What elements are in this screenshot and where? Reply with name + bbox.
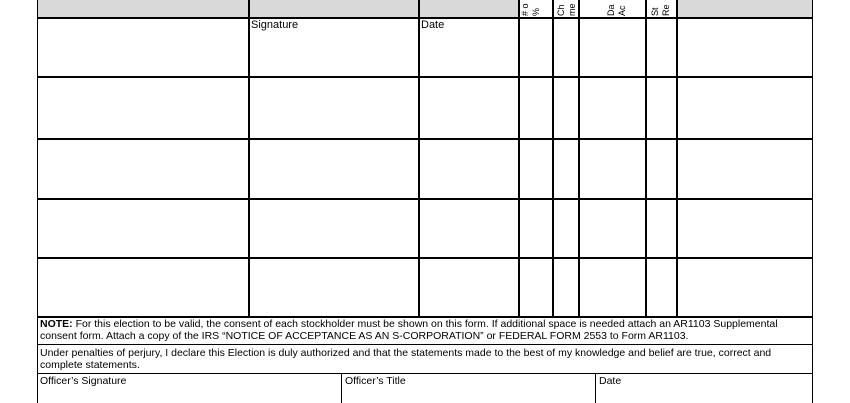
col-header-date-acquired-line2: Ac [617,5,627,16]
note-divider [37,344,813,345]
stockholder-name-field[interactable] [38,19,248,76]
col-label-signature: Signature [251,19,299,31]
state-residence-field[interactable] [647,19,676,76]
col-header-state-line1: St [650,7,660,16]
note-body: For this election to be valid, the consent of each stockholder must be shown on this form. If additional space is needed attach an AR1103 Supplemental consent form. Attach a copy of the IRS “NOTICE OF ACCEPTANCE AS AN S-CORPORATION” or FEDERAL FORM 2553 to Form AR1103. [40,318,778,342]
signature-field[interactable] [250,259,418,316]
stockholder-name-field[interactable] [38,140,248,198]
perjury-statement: Under penalties of perjury, I declare this Election is duly authorized and that the statements made to the best of my knowledge and belief are true, correct and complete statements. [40,347,772,371]
col-label-date: Date [421,19,445,31]
consent-form [37,0,813,403]
header-cell [38,0,248,18]
stockholder-name-field[interactable] [38,259,248,316]
stockholder-name-field[interactable] [38,78,248,138]
note-label: NOTE: [40,318,73,330]
officer-date-label: Date [599,375,622,387]
col-header-change-line1: Ch [556,4,566,16]
date-field[interactable] [420,31,518,76]
header-cell [420,0,518,18]
table-right-border [812,0,813,403]
officer-signature-label: Officer’s Signature [40,375,127,387]
header-cell [250,0,418,18]
date-field[interactable] [420,140,518,198]
col-header-date-acquired-line1: Da [606,4,616,16]
extra-field[interactable] [678,19,812,76]
change-field[interactable] [554,19,578,76]
perjury-divider [37,373,813,374]
col-header-state-line2: Re [661,4,671,16]
signature-field[interactable] [250,78,418,138]
header-cell [678,0,813,18]
col-header-shares-line1: # o [520,3,530,16]
col-header-change-line2: me [567,3,577,16]
officer-title-label: Officer’s Title [345,375,406,387]
signature-field[interactable] [250,140,418,198]
date-field[interactable] [420,259,518,316]
col-header-shares-line2: % [531,7,541,16]
date-field[interactable] [420,200,518,257]
officer-title-field[interactable] [342,388,595,403]
signature-field[interactable] [250,200,418,257]
shares-pct-field[interactable] [520,19,552,76]
note-text [40,318,810,342]
date-acquired-field[interactable] [580,19,645,76]
officer-date-field[interactable] [596,388,812,403]
date-field[interactable] [420,78,518,138]
officer-signature-field[interactable] [38,388,341,403]
signature-field[interactable] [250,31,418,76]
stockholder-name-field[interactable] [38,200,248,257]
